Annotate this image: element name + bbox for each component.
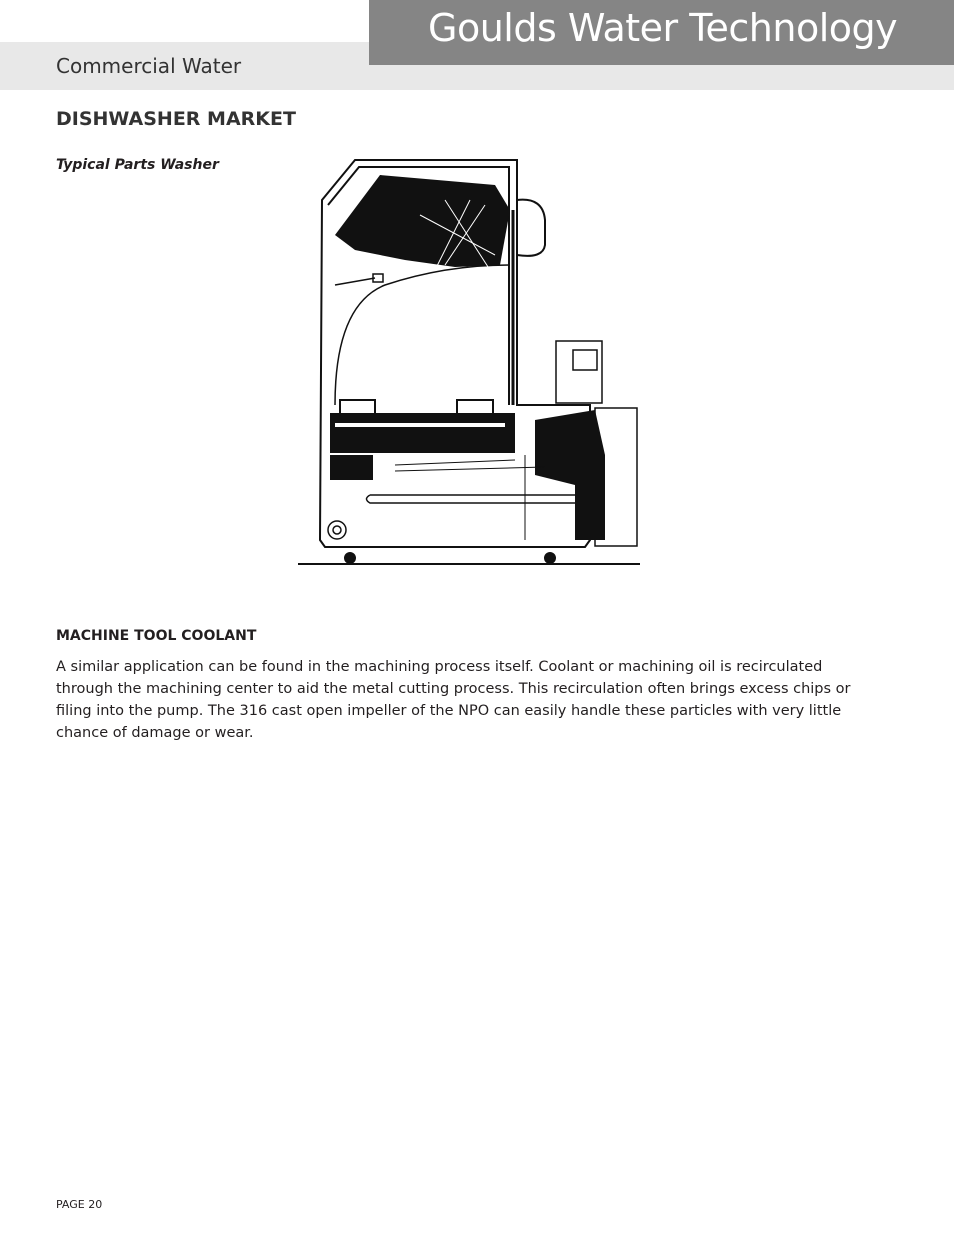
page-title: DISHWASHER MARKET (56, 108, 296, 130)
body-paragraph: A similar application can be found in the machining process itself. Coolant or machining oil is recirculated through the machining center to aid the metal cutting process. This recirculation often brings excess chips or filing into the pump. The 316 cast open impeller of the NPO can easily handle these particles with very little chance of damage or wear. (56, 659, 851, 741)
subsection-title: MACHINE TOOL COOLANT (56, 628, 257, 644)
brand-title: Goulds Water Technology (428, 6, 898, 50)
section-label: Commercial Water (56, 54, 242, 78)
parts-washer-illustration (295, 155, 643, 570)
figure-caption: Typical Parts Washer (56, 157, 219, 173)
page-number: PAGE 20 (56, 1198, 103, 1211)
